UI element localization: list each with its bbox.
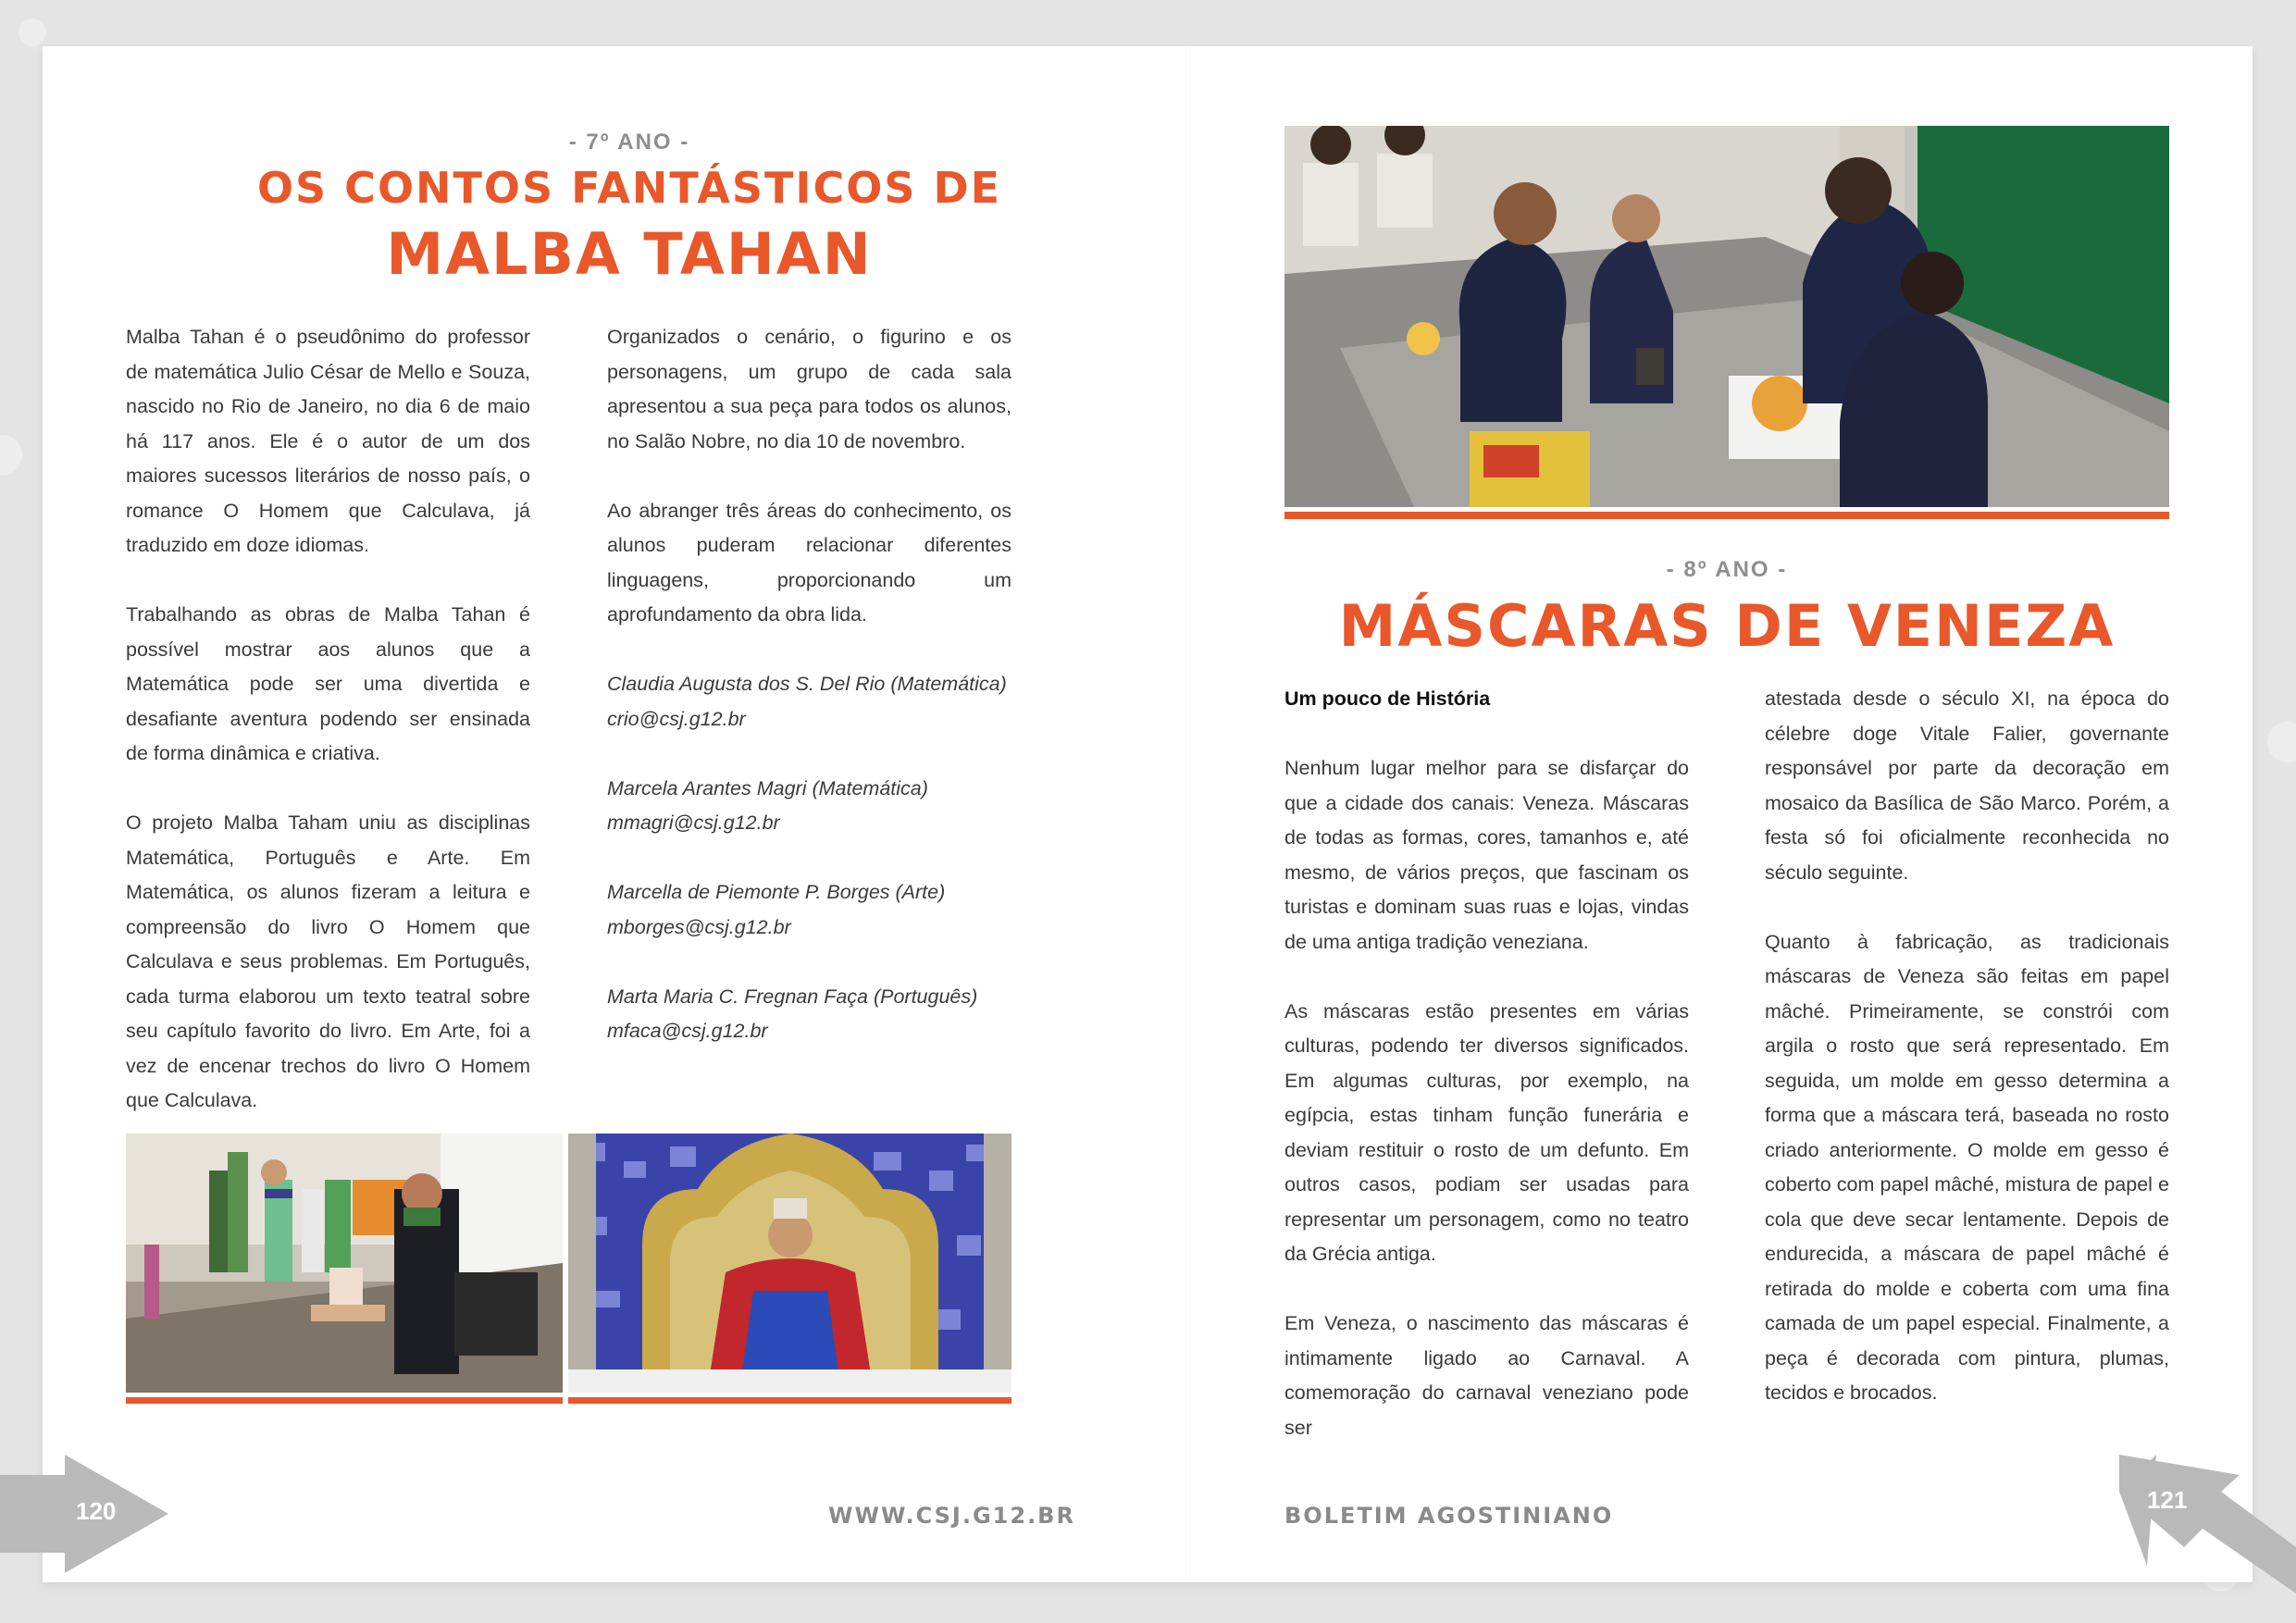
photo-underline xyxy=(126,1397,563,1404)
right-column-1 xyxy=(1285,682,1689,1481)
credit xyxy=(607,980,1011,1049)
background-circle xyxy=(2267,722,2296,762)
credit-name: Marta Maria C. Fregnan Faça (Português) xyxy=(607,985,978,1008)
credit-name: Claudia Augusta dos S. Del Rio (Matemática) xyxy=(607,673,1007,695)
paragraph: As máscaras estão presentes em várias culturas, podendo ter diversos significados. Em algumas culturas, por exemplo, na egípcia, estas tinham função funerária e deviam restituir o rosto de um defunto. Em outros casos, podiam ser usadas para representar um personagem, como no teatro da Grécia antiga. xyxy=(1285,999,1689,1265)
credit xyxy=(607,772,1011,841)
background-circle xyxy=(0,435,22,476)
paragraph: Trabalhando as obras de Malba Tahan é possível mostrar aos alunos que a Matemática pode ser uma divertida e desafiante aventura podendo ser ensinada de forma dinâmica e criativa. xyxy=(126,603,530,764)
left-title-line1: OS CONTOS FANTÁSTICOS DE xyxy=(256,163,1002,213)
gutter xyxy=(1190,46,1191,1582)
credit xyxy=(607,667,1011,737)
credit-email: mborges@csj.g12.br xyxy=(607,915,791,938)
photo-theater-classroom xyxy=(126,1134,563,1393)
right-column-2 xyxy=(1765,682,2169,1445)
right-section-kicker: - 8º ANO - xyxy=(1666,557,1788,582)
photo-costume-stage xyxy=(568,1134,1011,1393)
right-page-arrow-icon xyxy=(2119,1455,2296,1593)
left-column-2 xyxy=(607,320,1011,1084)
photo-underline xyxy=(1285,512,2169,519)
subheading: Um pouco de História xyxy=(1285,688,1491,710)
photo-underline xyxy=(568,1397,1011,1404)
paragraph: Quanto à fabricação, as tradicionais máscaras de Veneza são feitas em papel mâché. Primeiramente, se constrói com argila o rosto que será representado. Em seguida, um molde em gesso determina a forma que a máscara terá, baseada no rosto criado anteriormente. O molde em gesso é coberto com papel mâché, mistura de papel e cola que deve secar lentamente. Depois de endurecida, a máscara de papel mâché é retirada do molde e coberta com uma fina camada de um papel especial. Finalmente, a peça é decorada com pintura, plumas, tecidos e brocados. xyxy=(1765,930,2169,1404)
paragraph: Nenhum lugar melhor para se disfarçar do que a cidade dos canais: Veneza. Máscaras de todas as formas, cores, tamanhos e, até mesmo, de vários preços, que fascinam os turistas e dominam suas ruas e lojas, vindas de uma antiga tradição veneziana. xyxy=(1285,757,1689,953)
credit-name: Marcela Arantes Magri (Matemática) xyxy=(607,776,928,799)
credit-email: mfaca@csj.g12.br xyxy=(607,1020,768,1042)
paragraph: atestada desde o século XI, na época do célebre doge Vitale Falier, governante responsável por parte da decoração em mosaico da Basílica de São Marco. Porém, a festa só foi oficialmente reconhecida no século seguinte. xyxy=(1765,688,2169,884)
photo-students-painting-masks xyxy=(1285,126,2169,507)
left-column-1 xyxy=(126,320,530,1153)
right-page-number: 121 xyxy=(2147,1486,2188,1514)
right-title: MÁSCARAS DE VENEZA xyxy=(1338,592,2116,660)
paragraph: Em Veneza, o nascimento das máscaras é intimamente ligado ao Carnaval. A comemoração do carnaval veneziano pode ser xyxy=(1285,1312,1689,1439)
left-section-kicker: - 7º ANO - xyxy=(568,130,690,155)
background-circle xyxy=(19,19,46,46)
left-title-line2: MALBA TAHAN xyxy=(386,220,873,288)
footer-publication: BOLETIM AGOSTINIANO xyxy=(1285,1503,1614,1529)
left-page-number: 120 xyxy=(76,1497,117,1525)
credit xyxy=(607,875,1011,945)
paragraph: O projeto Malba Taham uniu as disciplinas Matemática, Português e Arte. Em Matemática, os alunos fizeram a leitura e compreensão do livro O Homem que Calculava e seus problemas. Em Português, cada turma elaborou um texto teatral sobre seu capítulo favorito do livro. Em Arte, foi a vez de encenar trechos do livro O Homem que Calculava. xyxy=(126,812,530,1111)
paragraph: Malba Tahan é o pseudônimo do professor de matemática Julio César de Mello e Souza, nascido no Rio de Janeiro, no dia 6 de maio há 117 anos. Ele é o autor de um dos maiores sucessos literários de nosso país, o romance O Homem que Calculava, já traduzido em doze idiomas. xyxy=(126,326,530,556)
credit-email: mmagri@csj.g12.br xyxy=(607,812,780,834)
credit-email: crio@csj.g12.br xyxy=(607,707,746,730)
credit-name: Marcella de Piemonte P. Borges (Arte) xyxy=(607,881,946,903)
footer-website: WWW.CSJ.G12.BR xyxy=(828,1503,1075,1529)
paragraph: Ao abranger três áreas do conhecimento, os alunos puderam relacionar diferentes linguagens, proporcionando um aprofundamento da obra lida. xyxy=(607,499,1011,626)
paragraph: Organizados o cenário, o figurino e os personagens, um grupo de cada sala apresentou a sua peça para todos os alunos, no Salão Nobre, no dia 10 de novembro. xyxy=(607,326,1011,452)
